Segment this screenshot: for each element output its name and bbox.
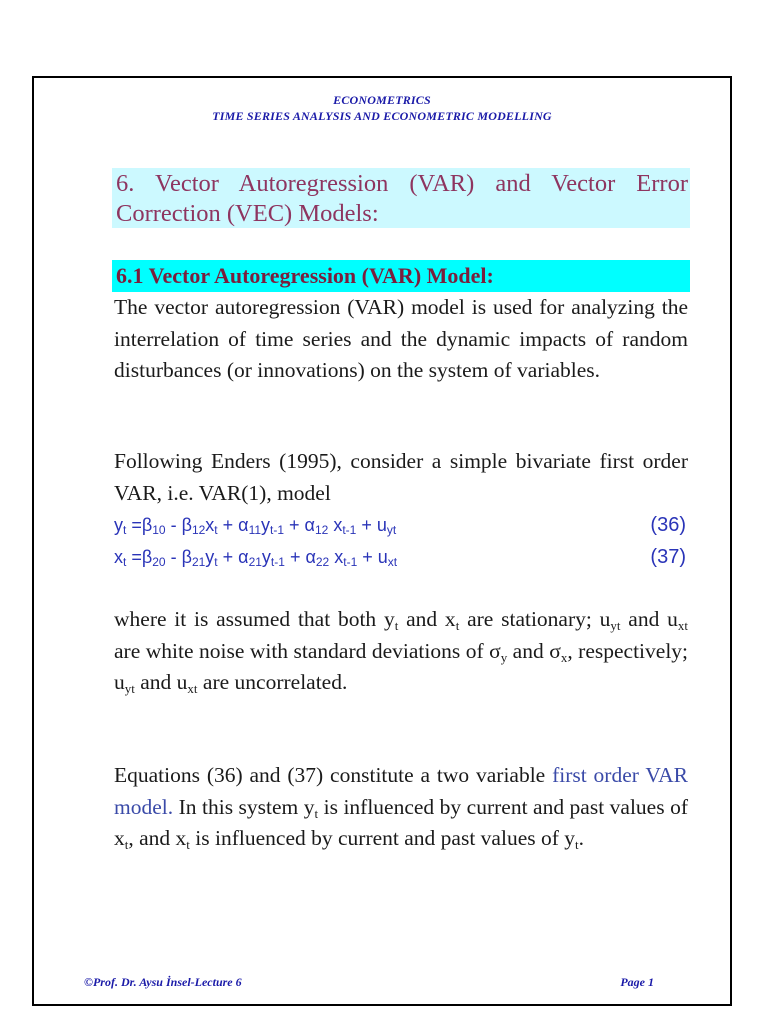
equation-37 (114, 543, 688, 571)
header-course-title: ECONOMETRICS (333, 93, 431, 107)
equation-36 (114, 511, 688, 539)
subsection-title: 6.1 Vector Autoregression (VAR) Model: (116, 263, 494, 288)
footer-author: ©Prof. Dr. Aysu İnsel-Lecture 6 (84, 975, 242, 989)
section-title: 6. Vector Autoregression (VAR) and Vector Error Correction (VEC) Models: (116, 170, 688, 227)
footer-page-number: Page 1 (620, 975, 654, 989)
equation-36-number: (36) (650, 514, 686, 536)
page-frame (32, 76, 732, 1006)
following-paragraph: Following Enders (1995), consider a simple bivariate first order VAR, i.e. VAR(1), model (114, 449, 688, 505)
header-course-subtitle: TIME SERIES ANALYSIS AND ECONOMETRIC MODELLING (212, 109, 552, 123)
equation-36-body: $y_t =\beta_{10} - \beta_{12}x_t + \alpha_{11}y_{t-1} + \alpha_{12}$ $x_{t-1} + u_{yt}$ (114, 515, 397, 537)
var-model-term: first order VAR model. (114, 763, 689, 819)
equation-37-number: (37) (650, 546, 686, 568)
conclusion-paragraph: Equations (36) and (37) constitute a two variable first order VAR model. In this system $y_t$ is influenced by current and past values of $x_t$, and $x_t$ is influenced by current and past values of $y_t$. (114, 763, 689, 852)
equation-37-body: $x_t =\beta_{20} - \beta_{21}y_t + \alpha_{21}y_{t-1} + \alpha_{22}$ $x_{t-1} + u_{xt}$ (114, 547, 398, 569)
intro-paragraph: The vector autoregression (VAR) model is used for analyzing the interrelation of time series and the dynamic impacts of random disturbances (or innovations) on the system of variables. (114, 295, 688, 382)
assumptions-paragraph: where it is assumed that both $y_t$ and $x_t$ are stationary; $u_{yt}$ and $u_{xt}$ are white noise with standard deviations of $\sigma_y$ and $\sigma_x$, respectively; $u_{yt}$ and $u_{xt}$ are uncorrelated. (114, 607, 689, 696)
